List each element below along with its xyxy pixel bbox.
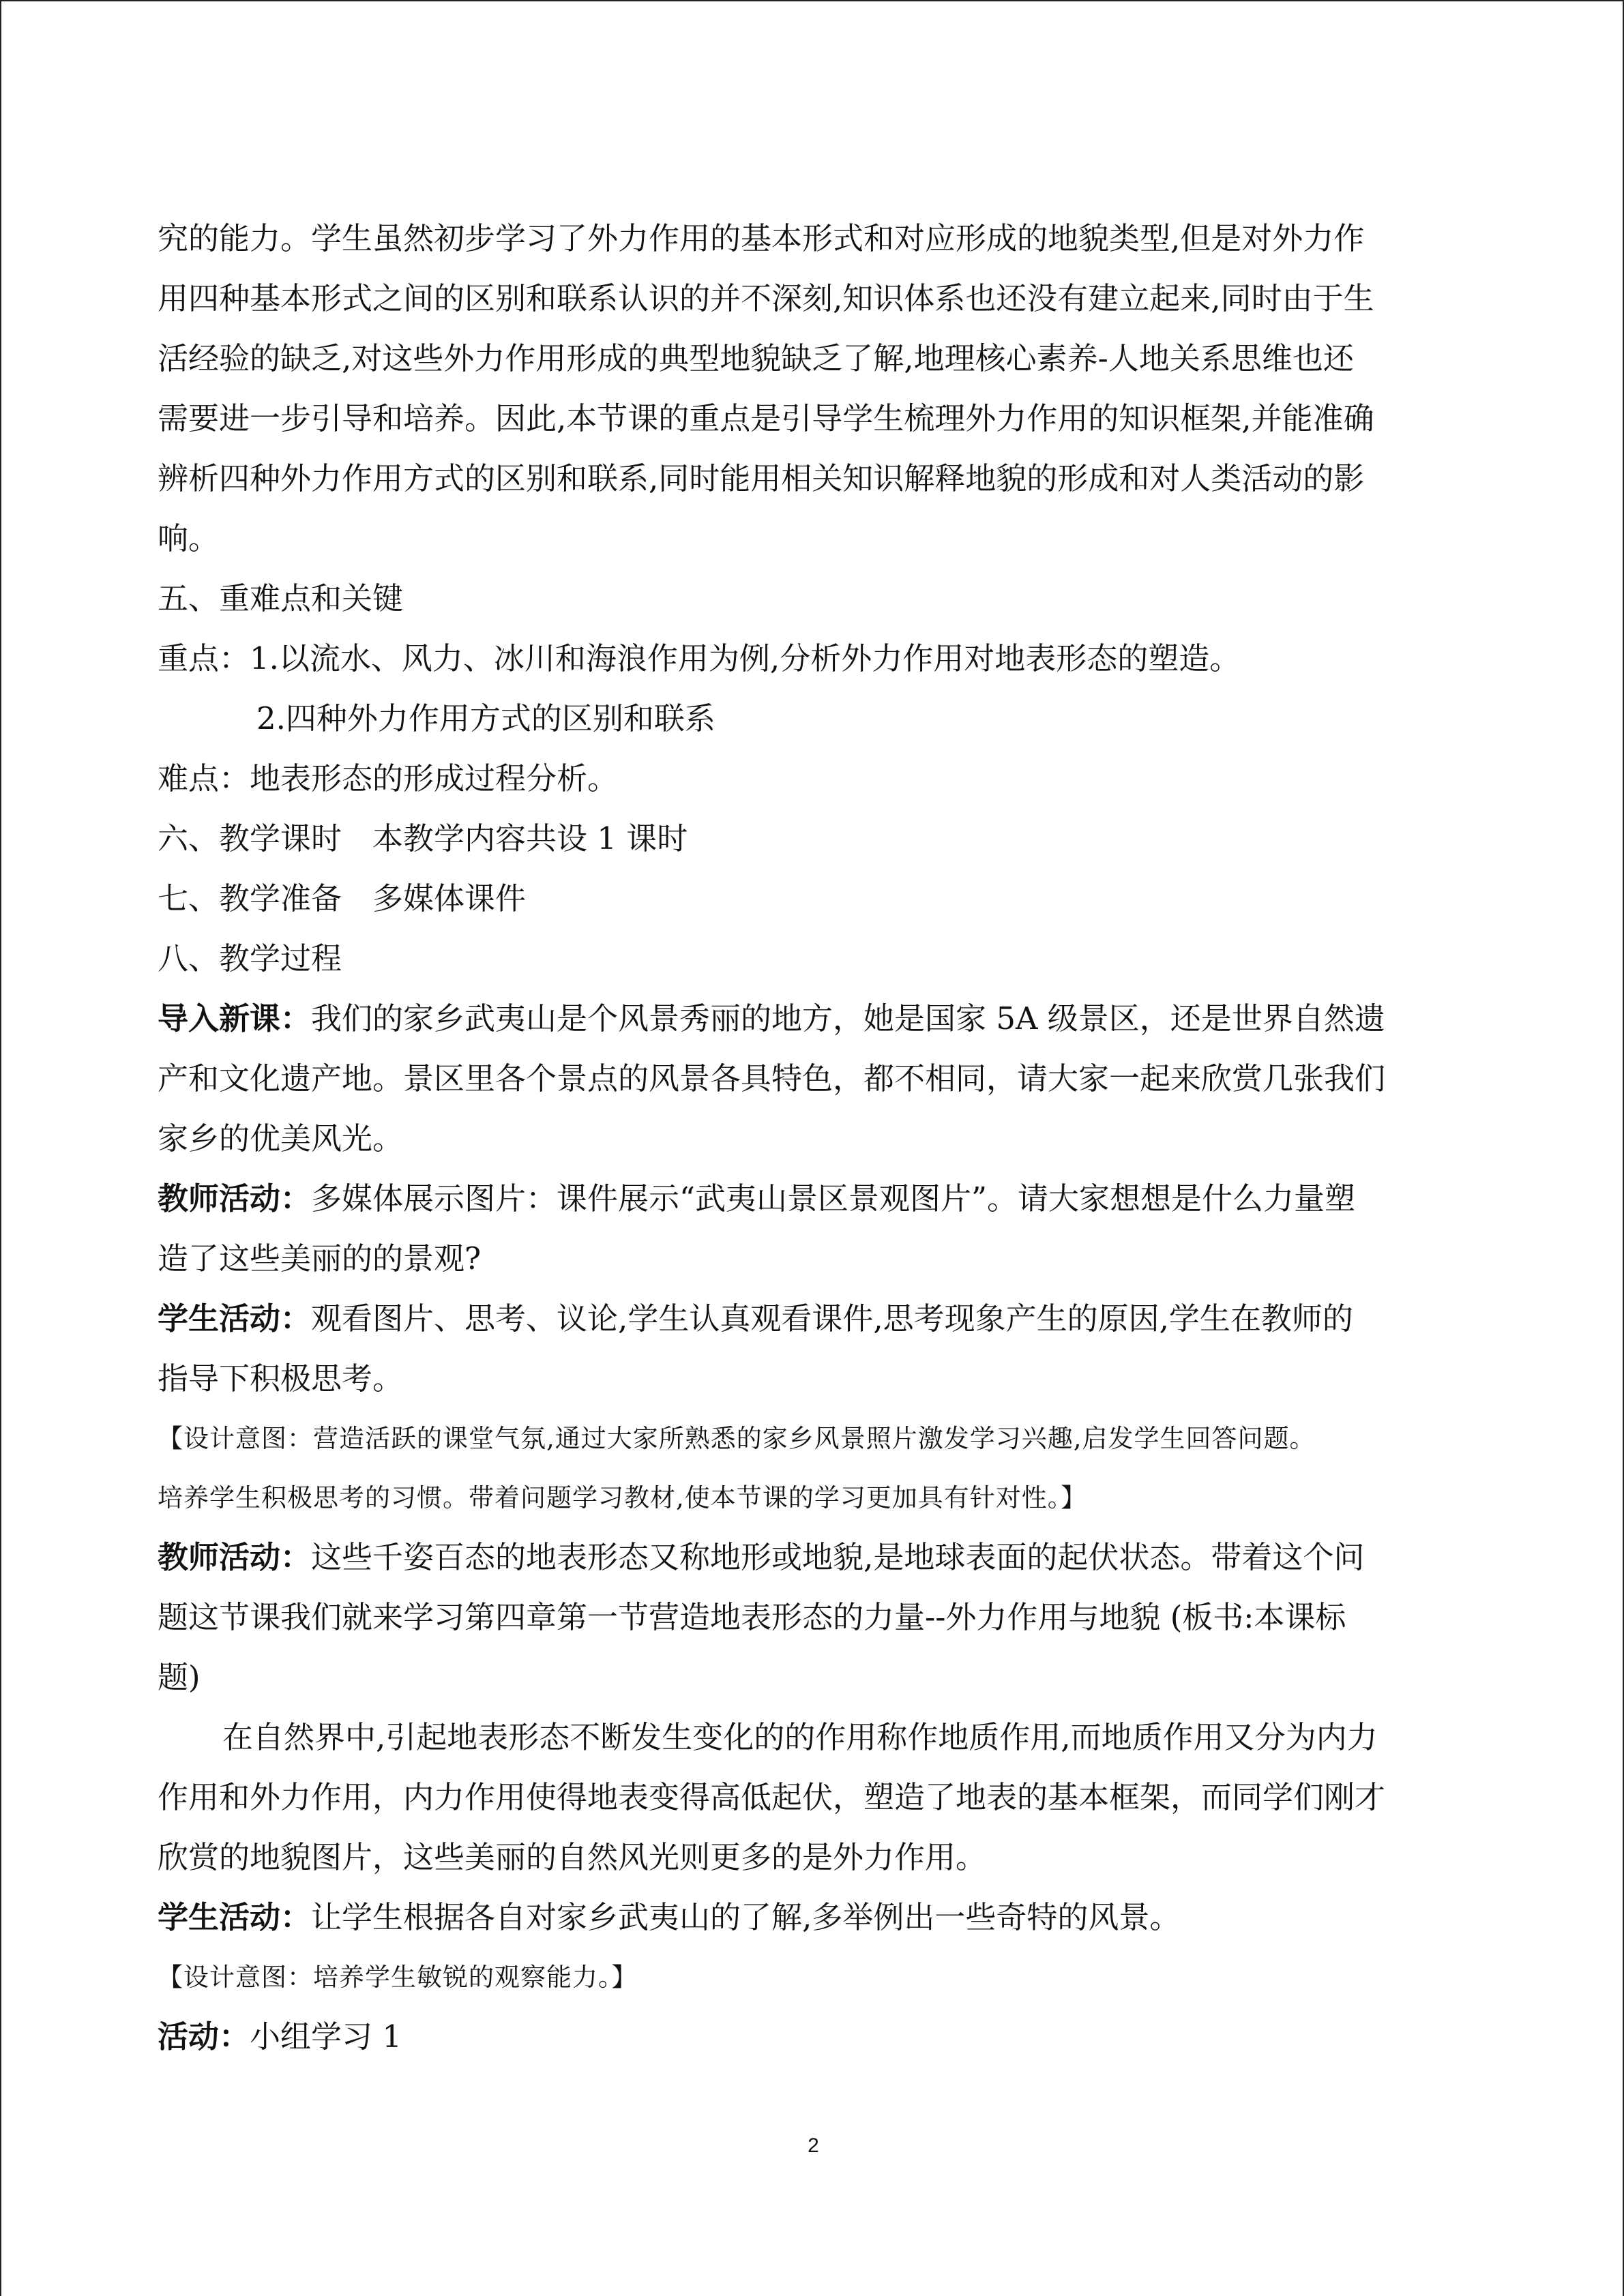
key-point-1: 重点：1.以流水、风力、冰川和海浪作用为例,分析外力作用对地表形态的塑造。 bbox=[158, 640, 1241, 676]
student-activity-text: 观看图片、思考、议论,学生认真观看课件,思考现象产生的原因,学生在教师的 bbox=[311, 1300, 1353, 1337]
text-line: 家乡的优美风光。 bbox=[158, 1120, 404, 1157]
teacher-activity-2 bbox=[158, 1527, 1471, 1708]
teacher-activity-text: 这些千姿百态的地表形态又称地形或地貌,是地球表面的起伏状态。带着这个问 bbox=[311, 1539, 1365, 1575]
text-line: 题这节课我们就来学习第四章第一节营造地表形态的力量--外力作用与地貌 (板书:本课标 bbox=[158, 1599, 1346, 1635]
page-number: 2 bbox=[808, 2134, 819, 2157]
student-activity-2 bbox=[158, 1888, 1471, 1948]
intro-paragraph bbox=[158, 209, 1471, 569]
text-line: 产和文化遗产地。景区里各个景点的风景各具特色，都不相同，请大家一起来欣赏几张我们 bbox=[158, 1060, 1386, 1097]
text-line: 用四种基本形式之间的区别和联系认识的并不深刻,知识体系也还没有建立起来,同时由于生 bbox=[158, 280, 1374, 316]
text-line bbox=[158, 1527, 1471, 1587]
text-line: 欣赏的地貌图片，这些美丽的自然风光则更多的是外力作用。 bbox=[158, 1839, 987, 1875]
student-activity-label: 学生活动： bbox=[158, 1899, 312, 1935]
text-line bbox=[158, 1888, 1471, 1948]
text-line: 题) bbox=[158, 1659, 201, 1695]
intro-new-lesson bbox=[158, 989, 1471, 1169]
teacher-activity-1 bbox=[158, 1169, 1471, 1289]
text-line: 在自然界中,引起地表形态不断发生变化的的作用称作地质作用,而地质作用又分为内力 bbox=[222, 1719, 1378, 1755]
document-body bbox=[158, 209, 1471, 2067]
teacher-activity-label: 教师活动： bbox=[158, 1539, 312, 1575]
student-activity-1 bbox=[158, 1289, 1471, 1409]
text-line: 需要进一步引导和培养。因此,本节课的重点是引导学生梳理外力作用的知识框架,并能准确 bbox=[158, 400, 1374, 436]
section-heading-8: 八、教学过程 bbox=[158, 940, 342, 976]
text-line: 培养学生积极思考的习惯。带着问题学习教材,使本节课的学习更加具有针对性。】 bbox=[158, 1483, 1087, 1512]
text-line: 作用和外力作用，内力作用使得地表变得高低起伏，塑造了地表的基本框架，而同学们刚才 bbox=[158, 1779, 1386, 1815]
activity-label: 活动： bbox=[158, 2018, 250, 2055]
text-line bbox=[158, 1289, 1471, 1349]
text-line: 活经验的缺乏,对这些外力作用形成的典型地貌缺乏了解,地理核心素养-人地关系思维也还 bbox=[158, 340, 1354, 376]
teacher-activity-label: 教师活动： bbox=[158, 1180, 312, 1217]
text-line: 指导下积极思考。 bbox=[158, 1360, 404, 1397]
text-line: 辨析四种外力作用方式的区别和联系,同时能用相关知识解释地貌的形成和对人类活动的影 bbox=[158, 460, 1365, 496]
student-activity-text: 让学生根据各自对家乡武夷山的了解,多举例出一些奇特的风景。 bbox=[311, 1899, 1181, 1935]
section-heading-6: 六、教学课时 本教学内容共设 1 课时 bbox=[158, 820, 688, 856]
text-line: 响。 bbox=[158, 520, 220, 556]
intro-new-lesson-text: 我们的家乡武夷山是个风景秀丽的地方，她是国家 5A 级景区，还是世界自然遗 bbox=[311, 1000, 1385, 1037]
text-line bbox=[158, 1169, 1471, 1229]
section-heading-7: 七、教学准备 多媒体课件 bbox=[158, 880, 527, 916]
student-activity-label: 学生活动： bbox=[158, 1300, 312, 1337]
key-point-2: 2.四种外力作用方式的区别和联系 bbox=[256, 700, 715, 736]
design-intent-1 bbox=[158, 1409, 1471, 1527]
teacher-activity-text: 多媒体展示图片：课件展示“武夷山景区景观图片”。请大家想想是什么力量塑 bbox=[311, 1180, 1356, 1217]
section-heading-5: 五、重难点和关键 bbox=[158, 580, 404, 616]
activity-line bbox=[158, 2007, 1471, 2067]
text-line: 究的能力。学生虽然初步学习了外力作用的基本形式和对应形成的地貌类型,但是对外力作 bbox=[158, 220, 1365, 256]
difficulty-point: 难点：地表形态的形成过程分析。 bbox=[158, 760, 619, 796]
text-line bbox=[158, 989, 1471, 1049]
text-line: 造了这些美丽的的景观? bbox=[158, 1240, 482, 1277]
intro-new-lesson-label: 导入新课： bbox=[158, 1000, 312, 1037]
text-line: 【设计意图：营造活跃的课堂气氛,通过大家所熟悉的家乡风景照片激发学习兴趣,启发学生回答问题。 bbox=[158, 1424, 1316, 1453]
design-intent-2: 【设计意图：培养学生敏锐的观察能力。】 bbox=[158, 1963, 638, 1992]
nature-paragraph bbox=[158, 1708, 1471, 1888]
activity-text: 小组学习 1 bbox=[250, 2018, 402, 2055]
